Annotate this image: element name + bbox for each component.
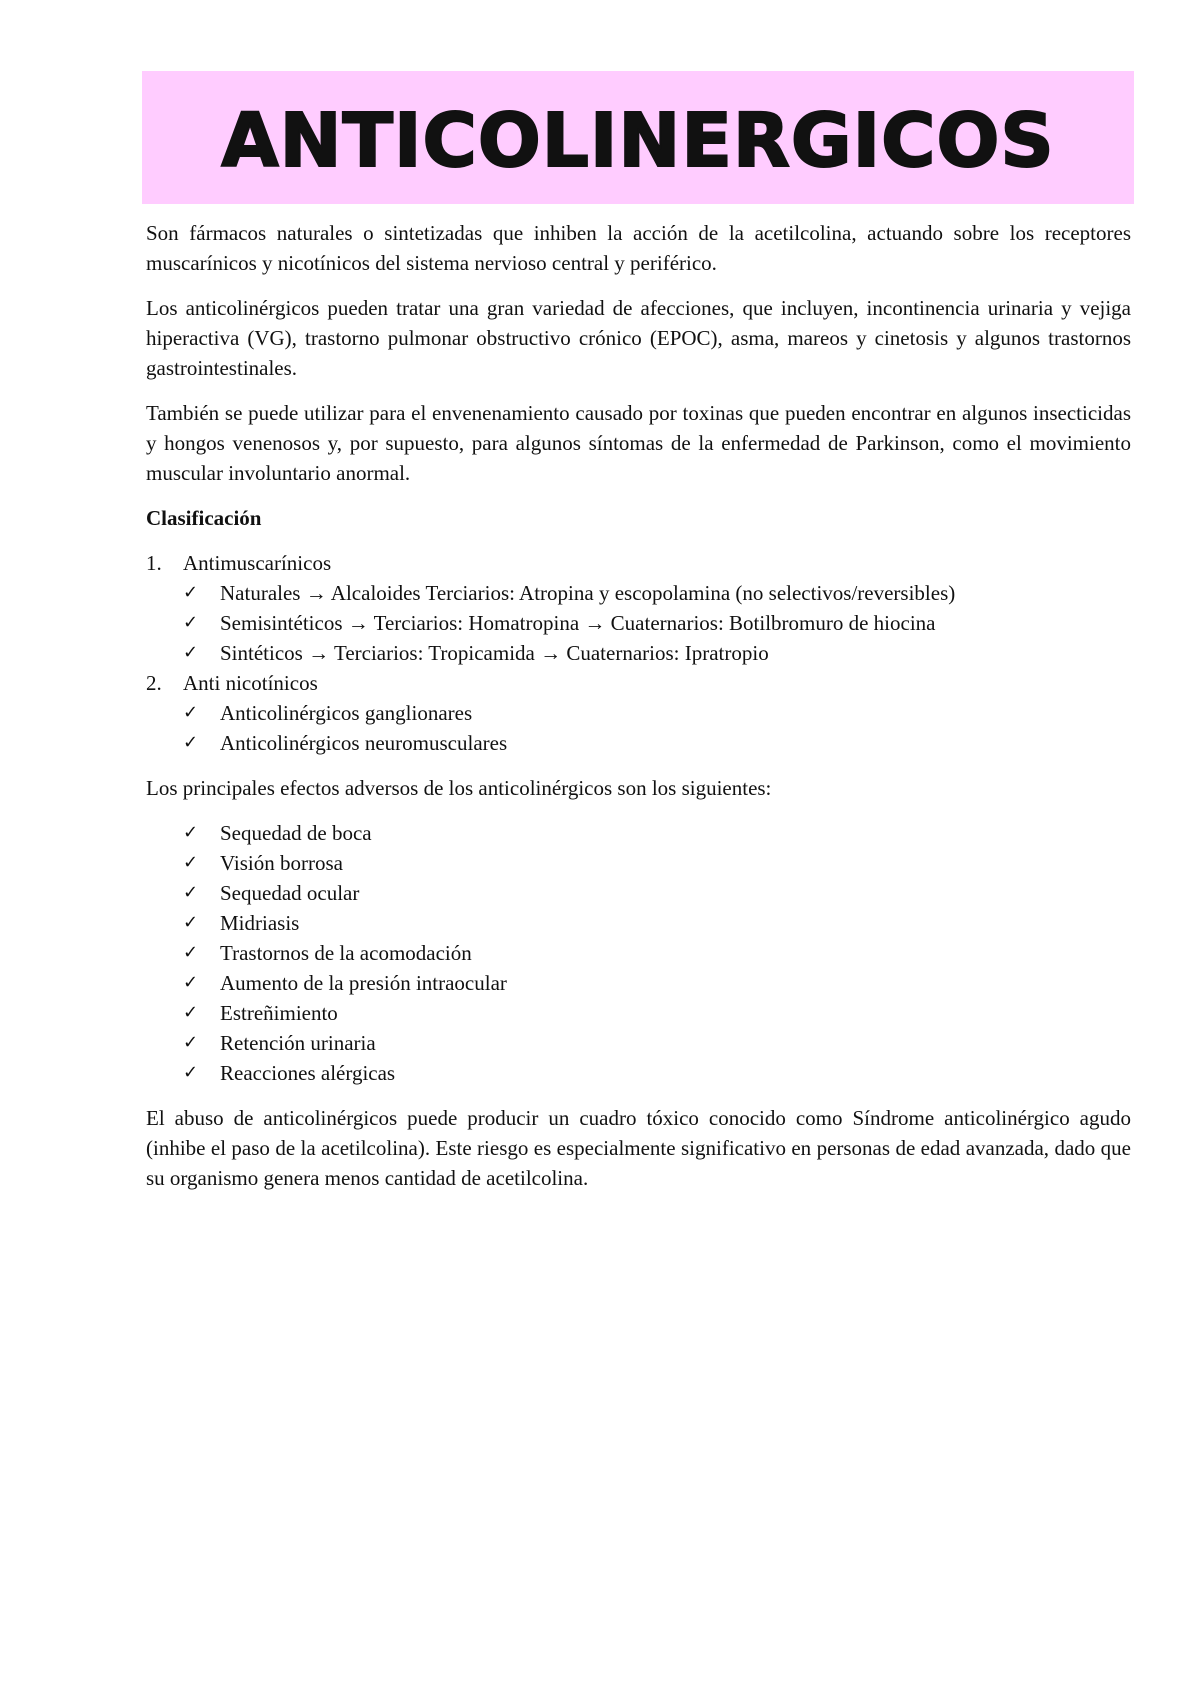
checkmark-icon: ✓: [183, 912, 199, 933]
list-item: ✓ Sequedad de boca: [183, 818, 1131, 848]
list-item: ✓ Visión borrosa: [183, 848, 1131, 878]
classification-list: [146, 548, 1131, 758]
list-item: ✓ Naturales → Alcaloides Terciarios: Atropina y escopolamina (no selectivos/reversibles): [183, 578, 1131, 608]
sublist-antimuscarinicos: [183, 578, 1131, 668]
checkmark-icon: ✓: [183, 1062, 199, 1083]
paragraph-definition: Son fármacos naturales o sintetizadas que inhiben la acción de la acetilcolina, actuando sobre los receptores muscarínicos y nicotínicos del sistema nervioso central y periférico.: [146, 221, 1131, 275]
checkmark-icon: ✓: [183, 1032, 199, 1053]
checkmark-icon: ✓: [183, 822, 199, 843]
list-item: ✓ Reacciones alérgicas: [183, 1058, 1131, 1088]
list-item: ✓ Sequedad ocular: [183, 878, 1131, 908]
checkmark-icon: ✓: [183, 642, 199, 663]
list-item: ✓ Trastornos de la acomodación: [183, 938, 1131, 968]
list-number: 2.: [146, 671, 162, 695]
list-item: ✓ Anticolinérgicos ganglionares: [183, 698, 1131, 728]
checkmark-icon: ✓: [183, 1002, 199, 1023]
list-item: ✓ Semisintéticos → Terciarios: Homatropina → Cuaternarios: Botilbromuro de hiocina: [183, 608, 1131, 638]
adverse-effects-list: [183, 818, 1131, 1088]
checkmark-icon: ✓: [183, 882, 199, 903]
list-item: ✓ Anticolinérgicos neuromusculares: [183, 728, 1131, 758]
list-item: ✓ Sintéticos → Terciarios: Tropicamida → Cuaternarios: Ipratropio: [183, 638, 1131, 668]
checkmark-icon: ✓: [183, 612, 199, 633]
checkmark-icon: ✓: [183, 582, 199, 603]
list-item: ✓ Retención urinaria: [183, 1028, 1131, 1058]
document-body: [146, 218, 1131, 1208]
checkmark-icon: ✓: [183, 852, 199, 873]
paragraph-abuse: El abuso de anticolinérgicos puede producir un cuadro tóxico conocido como Síndrome anticolinérgico agudo (inhibe el paso de la acetilcolina). Este riesgo es especialmente significativo en personas de edad avanzada, dado que su organismo genera menos cantidad de acetilcolina.: [146, 1106, 1131, 1190]
checkmark-icon: ✓: [183, 702, 199, 723]
paragraph-poisoning: También se puede utilizar para el envenenamiento causado por toxinas que pueden encontrar en algunos insecticidas y hongos venenosos y, por supuesto, para algunos síntomas de la enfermedad de Parkinson, como el movimiento muscular involuntario anormal.: [146, 401, 1131, 485]
list-number: 1.: [146, 551, 162, 575]
group-label: Anti nicotínicos: [183, 671, 318, 695]
group-label: Antimuscarínicos: [183, 551, 332, 575]
classification-group-antimuscarinicos: [146, 548, 1131, 668]
list-item: ✓ Midriasis: [183, 908, 1131, 938]
sublist-antinicotinicos: [183, 698, 1131, 758]
effects-intro: Los principales efectos adversos de los anticolinérgicos son los siguientes:: [146, 776, 772, 800]
list-item: ✓ Aumento de la presión intraocular: [183, 968, 1131, 998]
paragraph-uses: Los anticolinérgicos pueden tratar una gran variedad de afecciones, que incluyen, incontinencia urinaria y vejiga hiperactiva (VG), trastorno pulmonar obstructivo crónico (EPOC), asma, mareos y cinetosis y algunos trastornos gastrointestinales.: [146, 296, 1131, 380]
checkmark-icon: ✓: [183, 942, 199, 963]
checkmark-icon: ✓: [183, 972, 199, 993]
page-title: ANTICOLINERGICOS: [221, 97, 1055, 184]
classification-heading: Clasificación: [146, 506, 262, 530]
title-banner: [142, 71, 1134, 204]
classification-group-antinicotinicos: [146, 668, 1131, 758]
checkmark-icon: ✓: [183, 732, 199, 753]
list-item: ✓ Estreñimiento: [183, 998, 1131, 1028]
